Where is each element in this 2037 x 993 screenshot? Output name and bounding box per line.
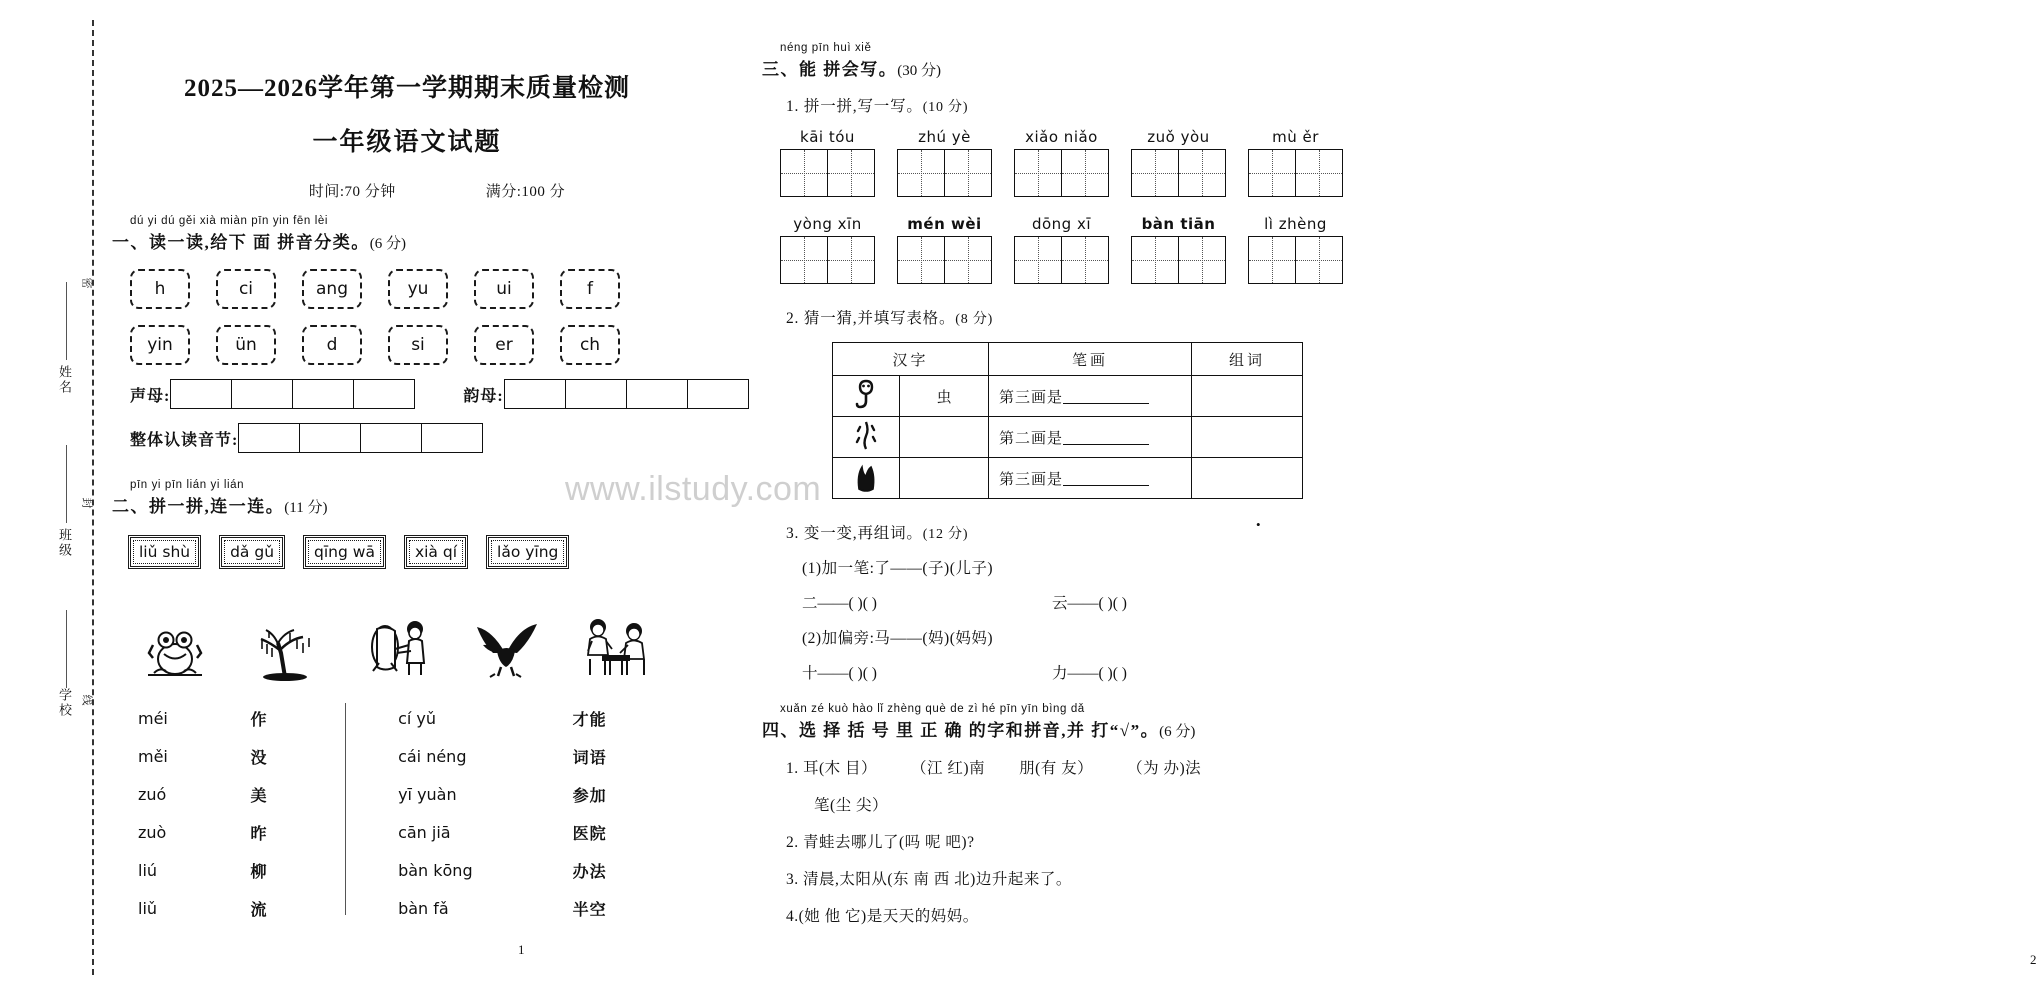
tianzige-item[interactable]: [1014, 215, 1109, 284]
seal-char-xian: 线: [80, 694, 93, 706]
tianzige-cell[interactable]: [1296, 150, 1342, 196]
tianzige-grid[interactable]: [897, 236, 992, 284]
tianzige-cell[interactable]: [781, 237, 828, 283]
tianzige-cell[interactable]: [781, 150, 828, 196]
list-item[interactable]: 美: [250, 787, 268, 805]
boy-drum-icon[interactable]: [340, 603, 450, 681]
tianzige-cell[interactable]: [1249, 150, 1296, 196]
tianzige-grid[interactable]: [1131, 149, 1226, 197]
pinyin-word-box[interactable]: liǔ shù: [128, 535, 201, 569]
list-item[interactable]: zuó: [138, 784, 167, 804]
exam-title-line1: 2025—2026学年第一学期期末质量检测: [183, 75, 630, 102]
school-write-line: [66, 610, 67, 688]
match-column-hanzi-left: [251, 699, 361, 927]
pinyin-chip-row-1: [130, 269, 702, 309]
table-cell-word[interactable]: [1192, 458, 1303, 499]
exam-duration: 时间:70 分钟: [308, 184, 396, 200]
name-write-line: [66, 282, 67, 360]
stroke-label: 第二画是: [999, 430, 1064, 447]
q3-text: 3. 变一变,再组词。: [786, 525, 923, 542]
picture-row: [120, 603, 702, 681]
tianzige-cell[interactable]: [898, 150, 945, 196]
section-1: [112, 215, 702, 253]
pinyin-chip[interactable]: yu: [388, 269, 448, 309]
tianzige-cell[interactable]: [1132, 150, 1179, 196]
answer-blank[interactable]: [1063, 430, 1149, 445]
tianzige-row-1: [780, 128, 1362, 197]
q3-item1-a[interactable]: 二——( )( ): [802, 595, 877, 612]
pinyin-chip[interactable]: ui: [474, 269, 534, 309]
q1-choice-3[interactable]: 朋(有 友）: [1019, 760, 1094, 777]
section-3: [762, 42, 1362, 80]
table-row: [833, 376, 1303, 417]
pinyin-chip[interactable]: er: [474, 325, 534, 365]
q3-item1-blanks: [802, 591, 1362, 613]
tianzige-cell[interactable]: [1179, 237, 1225, 283]
pinyin-chip[interactable]: f: [560, 269, 620, 309]
section-3-heading: [762, 55, 1362, 80]
eagle-icon[interactable]: [450, 603, 560, 681]
col-header-bihua: 笔画: [989, 343, 1192, 376]
q3-points: (12 分): [922, 527, 969, 542]
page-number-right: 2: [2030, 952, 2037, 967]
exam-title-line2: 一年级语文试题: [312, 129, 502, 156]
tianzige-item[interactable]: [1131, 215, 1226, 284]
section-1-heading: [112, 228, 702, 253]
list-item[interactable]: měi: [138, 746, 168, 766]
section-4-q1-line2[interactable]: 笔(尘 尖）: [814, 797, 889, 814]
hanzi-stroke-table: [832, 342, 1303, 499]
pinyin-chip[interactable]: ch: [560, 325, 620, 365]
field-name[interactable]: 姓名: [57, 365, 72, 395]
tianzige-item[interactable]: [1248, 215, 1343, 284]
tianzige-pinyin: dōng xī: [1031, 215, 1092, 233]
list-item[interactable]: zuò: [138, 822, 167, 842]
q1-choice-1[interactable]: 1. 耳(木 目）: [786, 760, 878, 777]
section-4-pinyin: xuǎn zé kuò hào lǐ zhèng què de zì hé pīn yīn bìng dǎ: [780, 703, 1085, 715]
list-item[interactable]: 参加: [572, 787, 607, 805]
tianzige-item[interactable]: [897, 215, 992, 284]
tianzige-pinyin: kāi tóu: [800, 128, 855, 146]
tianzige-item[interactable]: [897, 128, 992, 197]
answer-cell[interactable]: [239, 424, 300, 452]
section-3-title: 三、能 拼会写。: [762, 60, 898, 79]
answer-cell[interactable]: [627, 380, 688, 408]
pinyin-word-box-row: [128, 535, 702, 569]
answer-blank[interactable]: [1063, 389, 1149, 404]
table-cell-hanzi[interactable]: [900, 417, 989, 458]
list-item[interactable]: méi: [138, 708, 168, 728]
list-item[interactable]: 办法: [572, 863, 607, 881]
tianzige-item[interactable]: [1131, 128, 1226, 197]
zhengti-answer-grid[interactable]: [238, 423, 483, 453]
tianzige-grid[interactable]: [1248, 236, 1343, 284]
tianzige-pinyin: mén wèi: [907, 215, 982, 233]
list-item[interactable]: liú: [138, 860, 158, 880]
col-header-hanzi: 汉字: [833, 343, 989, 376]
tianzige-item[interactable]: [780, 128, 875, 197]
tianzige-pinyin: zuǒ yòu: [1147, 128, 1210, 146]
list-item[interactable]: yī yuàn: [398, 784, 457, 804]
section-1-title: 一、读一读,给下 面 拼音分类。: [112, 233, 370, 252]
match-divider: [345, 703, 346, 915]
section-4-title: 四、选 择 括 号 里 正 确 的字和拼音,并 打“√”。: [762, 721, 1160, 740]
oracle-chong-icon: [833, 376, 900, 417]
section-1-pinyin: dú yi dú gěi xià miàn pīn yin fēn lèi: [130, 215, 328, 227]
col-header-zuci: 组词: [1192, 343, 1303, 376]
match-column-pinyin-left: [120, 699, 251, 927]
section-2-pinyin: pīn yi pīn lián yi lián: [130, 479, 245, 491]
section-3-q3-label: [786, 517, 1362, 543]
stroke-label: 第三画是: [999, 471, 1064, 488]
tianzige-pinyin: zhú yè: [918, 128, 971, 146]
section-3-q2-label: [786, 306, 1362, 328]
tianzige-cell[interactable]: [898, 237, 945, 283]
list-item[interactable]: liǔ: [138, 898, 158, 918]
stray-dot-mark: •: [1256, 517, 1262, 532]
tianzige-pinyin: bàn tiān: [1141, 215, 1216, 233]
q3-item1-b[interactable]: 云——( )( ): [1052, 595, 1127, 612]
answer-cell[interactable]: [688, 380, 748, 408]
oracle-huo-icon: [833, 458, 900, 499]
field-class[interactable]: 班级: [57, 528, 72, 558]
answer-cell[interactable]: [422, 424, 482, 452]
tianzige-item[interactable]: [780, 215, 875, 284]
answer-cell[interactable]: [232, 380, 293, 408]
tianzige-cell[interactable]: [828, 237, 874, 283]
tianzige-grid[interactable]: [780, 149, 875, 197]
q2-text: 2. 猜一猜,并填写表格。: [786, 310, 956, 327]
q1-choice-2[interactable]: （江 红)南: [911, 760, 986, 777]
frog-icon[interactable]: [120, 603, 230, 681]
list-item[interactable]: cí yǔ: [398, 708, 436, 728]
field-school[interactable]: 学校: [57, 688, 72, 718]
answer-cell[interactable]: [566, 380, 627, 408]
tianzige-grid[interactable]: [1014, 236, 1109, 284]
answer-row-initials-finals: [130, 379, 702, 409]
yunmu-answer-grid[interactable]: [504, 379, 749, 409]
answer-cell[interactable]: [293, 380, 354, 408]
page-number-left: 1: [518, 942, 525, 957]
tianzige-cell[interactable]: [1015, 150, 1062, 196]
answer-cell[interactable]: [300, 424, 361, 452]
pinyin-word-box[interactable]: xià qí: [404, 535, 468, 569]
table-cell-word[interactable]: [1192, 417, 1303, 458]
pinyin-word-box[interactable]: qīng wā: [303, 535, 386, 569]
section-4-q2[interactable]: 2. 青蛙去哪儿了(吗 呢 吧)?: [786, 834, 975, 851]
q3-item2-blanks: [802, 661, 1362, 683]
pinyin-chip[interactable]: h: [130, 269, 190, 309]
q3-item1-example: (1)加一笔:了——(子)(儿子): [802, 560, 994, 577]
answer-blank[interactable]: [1063, 471, 1149, 486]
pinyin-chip[interactable]: ci: [216, 269, 276, 309]
section-4-q1-line1: [786, 756, 1362, 778]
q1-text: 1. 拼一拼,写一写。: [786, 98, 923, 115]
tianzige-pinyin: yòng xīn: [793, 215, 862, 233]
pinyin-chip[interactable]: ang: [302, 269, 362, 309]
tianzige-cell[interactable]: [945, 237, 991, 283]
tianzige-cell[interactable]: [1296, 237, 1342, 283]
tianzige-grid[interactable]: [897, 149, 992, 197]
tianzige-cell[interactable]: [1179, 150, 1225, 196]
pinyin-chip-row-2: [130, 325, 702, 365]
pinyin-chip[interactable]: si: [388, 325, 448, 365]
shengmu-answer-grid[interactable]: [170, 379, 415, 409]
section-3-points: (30 分): [897, 63, 941, 79]
tianzige-item[interactable]: [1248, 128, 1343, 197]
list-item[interactable]: bàn fǎ: [398, 898, 449, 918]
tianzige-cell[interactable]: [1015, 237, 1062, 283]
section-4-points: (6 分): [1159, 724, 1196, 740]
answer-row-whole-syllables: [130, 423, 702, 453]
list-item[interactable]: 作: [250, 711, 268, 729]
q3-item2-a[interactable]: 十——( )( ): [802, 665, 877, 682]
page-right: [762, 0, 2037, 993]
tianzige-cell[interactable]: [828, 150, 874, 196]
list-item[interactable]: bàn kōng: [398, 860, 473, 880]
stroke-label: 第三画是: [999, 389, 1064, 406]
list-item[interactable]: 半空: [572, 901, 607, 919]
section-1-points: (6 分): [369, 236, 406, 252]
section-3-q1-label: [786, 94, 1362, 116]
tianzige-grid[interactable]: [1014, 149, 1109, 197]
pinyin-chip[interactable]: ün: [216, 325, 276, 365]
section-2-title: 二、拼一拼,连一连。: [112, 497, 285, 516]
table-cell-hanzi[interactable]: [900, 458, 989, 499]
seal-margin: [52, 20, 112, 975]
pinyin-chip[interactable]: d: [302, 325, 362, 365]
tianzige-pinyin: lì zhèng: [1264, 215, 1327, 233]
seal-char-feng: 封: [80, 497, 93, 509]
table-header-row: [833, 343, 1303, 376]
class-write-line: [66, 445, 67, 523]
tianzige-grid[interactable]: [1248, 149, 1343, 197]
pinyin-word-box[interactable]: lǎo yīng: [486, 535, 569, 569]
answer-cell[interactable]: [505, 380, 566, 408]
list-item[interactable]: 词语: [572, 749, 607, 767]
site-watermark: www.ilstudy.com: [565, 470, 822, 508]
tianzige-cell[interactable]: [945, 150, 991, 196]
answer-cell[interactable]: [171, 380, 232, 408]
tianzige-grid[interactable]: [1131, 236, 1226, 284]
section-2-points: (11 分): [284, 500, 328, 516]
section-4-heading: [762, 716, 1362, 741]
table-cell-word[interactable]: [1192, 376, 1303, 417]
tianzige-item[interactable]: [1014, 128, 1109, 197]
section-3-pinyin: néng pīn huì xiě: [780, 42, 872, 54]
tianzige-grid[interactable]: [780, 236, 875, 284]
table-row: [833, 417, 1303, 458]
label-zhengti: 整体认读音节:: [130, 431, 239, 449]
q3-item2-b[interactable]: 力——( )( ): [1052, 665, 1127, 682]
tianzige-row-2: [780, 215, 1362, 284]
word-matching-area: [120, 699, 690, 927]
q3-item2-example: (2)加偏旁:马——(妈)(妈妈): [802, 630, 994, 647]
match-column-pinyin-right: [360, 699, 555, 927]
table-cell-stroke[interactable]: [989, 417, 1192, 458]
exam-meta: [112, 180, 702, 201]
section-4: [762, 703, 1362, 741]
seal-char-mi: 密: [80, 277, 93, 289]
pinyin-word-box[interactable]: dǎ gǔ: [219, 535, 285, 569]
list-item[interactable]: 流: [250, 901, 268, 919]
tianzige-cell[interactable]: [1132, 237, 1179, 283]
tianzige-pinyin: mù ěr: [1272, 128, 1319, 146]
list-item[interactable]: 没: [250, 749, 268, 767]
tianzige-cell[interactable]: [1062, 150, 1108, 196]
list-item[interactable]: 柳: [250, 863, 268, 881]
section-4-q4[interactable]: 4.(她 他 它)是天天的妈妈。: [786, 908, 979, 925]
q1-points: (10 分): [922, 100, 969, 115]
label-shengmu: 声母:: [130, 387, 171, 405]
label-yunmu: 韵母:: [463, 387, 504, 405]
match-column-hanzi-right: [555, 699, 690, 927]
tianzige-cell[interactable]: [1249, 237, 1296, 283]
list-item[interactable]: cái néng: [398, 746, 467, 766]
list-item[interactable]: 才能: [572, 711, 607, 729]
section-4-q3[interactable]: 3. 清晨,太阳从(东 南 西 北)边升起来了。: [786, 871, 1072, 888]
children-chess-icon[interactable]: [560, 603, 670, 681]
answer-cell[interactable]: [354, 380, 414, 408]
list-item[interactable]: 医院: [572, 825, 607, 843]
q2-points: (8 分): [955, 312, 994, 327]
pinyin-chip[interactable]: yin: [130, 325, 190, 365]
table-cell-stroke[interactable]: [989, 376, 1192, 417]
list-item[interactable]: cān jiā: [398, 822, 451, 842]
table-cell-stroke[interactable]: [989, 458, 1192, 499]
exam-total-score: 满分:100 分: [485, 184, 566, 200]
tianzige-pinyin: xiǎo niǎo: [1025, 128, 1098, 146]
table-cell-hanzi[interactable]: 虫: [900, 376, 989, 417]
willow-tree-icon[interactable]: [230, 603, 340, 681]
answer-cell[interactable]: [361, 424, 422, 452]
list-item[interactable]: 昨: [250, 825, 268, 843]
q1-choice-4[interactable]: （为 办)法: [1127, 760, 1202, 777]
tianzige-cell[interactable]: [1062, 237, 1108, 283]
table-row: [833, 458, 1303, 499]
oracle-shui-icon: [833, 417, 900, 458]
